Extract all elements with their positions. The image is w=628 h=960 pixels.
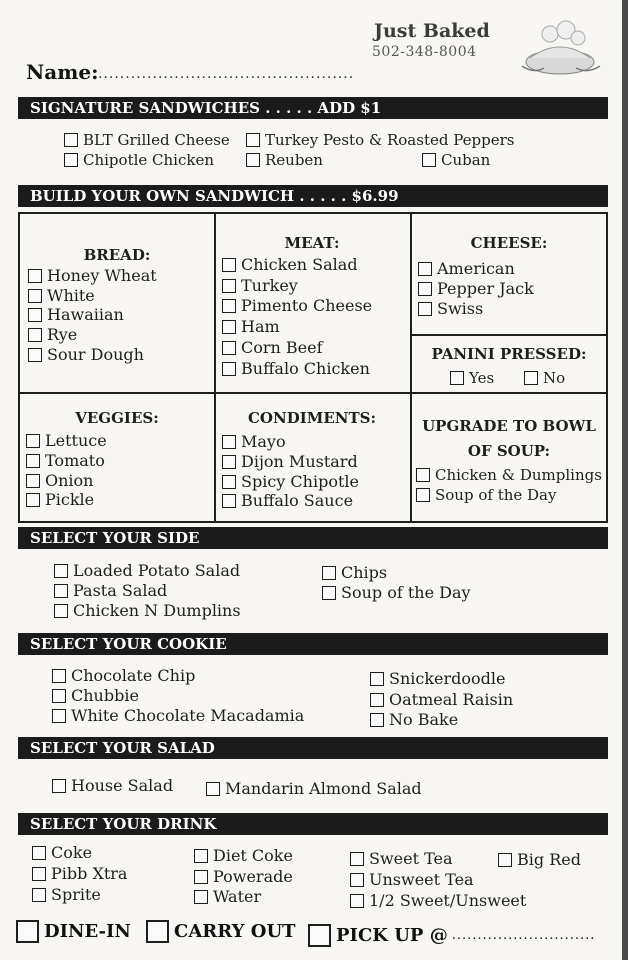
option-snickerdoodle[interactable]: Snickerdoodle [370, 669, 506, 688]
option-onion[interactable]: Onion [26, 471, 93, 490]
checkbox[interactable] [418, 282, 432, 296]
name-field[interactable]: ............................................... [98, 66, 355, 82]
checkbox[interactable] [28, 269, 42, 283]
option-hawaiian[interactable]: Hawaiian [28, 305, 124, 324]
cheese-label: CHEESE: [470, 234, 548, 252]
option-white-chocolate-macadamia[interactable]: White Chocolate Macadamia [52, 706, 304, 725]
checkbox[interactable] [222, 279, 236, 293]
option-buffalo-sauce[interactable]: Buffalo Sauce [222, 491, 353, 510]
checkbox[interactable] [246, 133, 260, 147]
checkbox[interactable] [524, 371, 538, 385]
divider [410, 334, 606, 336]
option-swiss[interactable]: Swiss [418, 299, 483, 318]
checkbox[interactable] [350, 873, 364, 887]
option-spicy-chipotle[interactable]: Spicy Chipotle [222, 472, 359, 491]
option-house-salad[interactable]: House Salad [52, 776, 173, 795]
checkbox[interactable] [32, 888, 46, 902]
option-loaded-potato-salad[interactable]: Loaded Potato Salad [54, 561, 240, 580]
option-cuban[interactable]: Cuban [422, 151, 490, 169]
option-half-sweet-unsweet[interactable]: 1/2 Sweet/Unsweet [350, 891, 526, 910]
option-corn-beef[interactable]: Corn Beef [222, 338, 323, 357]
condiments-label: CONDIMENTS: [247, 409, 377, 427]
checkbox[interactable] [146, 920, 169, 943]
option-sour-dough[interactable]: Sour Dough [28, 345, 144, 364]
divider [214, 214, 216, 521]
option-side-soup-of-the-day[interactable]: Soup of the Day [322, 583, 471, 602]
option-panini-no[interactable]: No [524, 369, 565, 387]
option-no-bake[interactable]: No Bake [370, 710, 458, 729]
soup-upgrade-label-2: OF SOUP: [467, 442, 551, 460]
option-chips[interactable]: Chips [322, 563, 387, 582]
option-blt-grilled-cheese[interactable]: BLT Grilled Cheese [64, 131, 230, 149]
option-pibb-xtra[interactable]: Pibb Xtra [32, 864, 127, 883]
checkbox[interactable] [418, 302, 432, 316]
checkbox[interactable] [222, 258, 236, 272]
checkbox[interactable] [370, 713, 384, 727]
bakery-logo-icon [514, 18, 606, 80]
option-sweet-tea[interactable]: Sweet Tea [350, 849, 453, 868]
option-buffalo-chicken[interactable]: Buffalo Chicken [222, 359, 370, 378]
checkbox[interactable] [26, 493, 40, 507]
checkbox[interactable] [32, 867, 46, 881]
checkbox[interactable] [416, 488, 430, 502]
option-american[interactable]: American [418, 259, 515, 278]
checkbox[interactable] [52, 779, 66, 793]
checkbox[interactable] [54, 604, 68, 618]
bread-label: BREAD: [83, 246, 151, 264]
checkbox[interactable] [28, 328, 42, 342]
checkbox[interactable] [416, 468, 430, 482]
checkbox[interactable] [52, 709, 66, 723]
checkbox[interactable] [498, 853, 512, 867]
checkbox[interactable] [322, 586, 336, 600]
option-dijon-mustard[interactable]: Dijon Mustard [222, 452, 358, 471]
option-unsweet-tea[interactable]: Unsweet Tea [350, 870, 474, 889]
checkbox[interactable] [26, 434, 40, 448]
option-chipotle-chicken[interactable]: Chipotle Chicken [64, 151, 214, 169]
checkbox[interactable] [26, 454, 40, 468]
salad-header: SELECT YOUR SALAD [18, 737, 608, 759]
checkbox[interactable] [64, 153, 78, 167]
checkbox[interactable] [194, 890, 208, 904]
divider [20, 392, 606, 394]
soup-upgrade-label-1: UPGRADE TO BOWL [422, 417, 596, 435]
checkbox[interactable] [246, 153, 260, 167]
checkbox[interactable] [28, 289, 42, 303]
build-your-own-header: BUILD YOUR OWN SANDWICH . . . . . $6.99 [18, 185, 608, 207]
option-powerade[interactable]: Powerade [194, 867, 293, 886]
option-pasta-salad[interactable]: Pasta Salad [54, 581, 167, 600]
option-sprite[interactable]: Sprite [32, 885, 101, 904]
checkbox[interactable] [222, 299, 236, 313]
phone-number: 502-348-8004 [372, 44, 477, 60]
option-coke[interactable]: Coke [32, 843, 92, 862]
checkbox[interactable] [206, 782, 220, 796]
checkbox[interactable] [52, 689, 66, 703]
checkbox[interactable] [28, 308, 42, 322]
option-white[interactable]: White [28, 286, 95, 305]
option-soup-of-the-day[interactable]: Soup of the Day [416, 486, 556, 504]
option-big-red[interactable]: Big Red [498, 850, 581, 869]
option-chicken-dumplings[interactable]: Chicken & Dumplings [416, 466, 602, 484]
option-chicken-n-dumplins[interactable]: Chicken N Dumplins [54, 601, 241, 620]
checkbox[interactable] [370, 693, 384, 707]
pickup-time-field[interactable]: ............................ [451, 928, 596, 943]
checkbox[interactable] [32, 846, 46, 860]
checkbox[interactable] [308, 924, 331, 947]
option-oatmeal-raisin[interactable]: Oatmeal Raisin [370, 690, 513, 709]
checkbox[interactable] [222, 475, 236, 489]
checkbox[interactable] [64, 133, 78, 147]
checkbox[interactable] [28, 348, 42, 362]
option-pick-up[interactable]: PICK UP @ ............................ [308, 924, 595, 947]
checkbox[interactable] [54, 564, 68, 578]
option-turkey[interactable]: Turkey [222, 276, 298, 295]
panini-label: PANINI PRESSED: [431, 345, 587, 363]
checkbox[interactable] [222, 362, 236, 376]
checkbox[interactable] [222, 435, 236, 449]
checkbox[interactable] [350, 852, 364, 866]
option-tomato[interactable]: Tomato [26, 451, 105, 470]
option-rye[interactable]: Rye [28, 325, 77, 344]
option-reuben[interactable]: Reuben [246, 151, 323, 169]
option-water[interactable]: Water [194, 887, 261, 906]
option-chubbie[interactable]: Chubbie [52, 686, 139, 705]
veggies-label: VEGGIES: [75, 409, 159, 427]
checkbox[interactable] [54, 584, 68, 598]
option-honey-wheat[interactable]: Honey Wheat [28, 266, 157, 285]
option-lettuce[interactable]: Lettuce [26, 431, 107, 450]
divider [410, 214, 412, 521]
option-diet-coke[interactable]: Diet Coke [194, 846, 293, 865]
brand-name: Just Baked [374, 20, 490, 42]
meat-label: MEAT: [284, 234, 340, 252]
option-mayo[interactable]: Mayo [222, 432, 286, 451]
option-panini-yes[interactable]: Yes [450, 369, 494, 387]
checkbox[interactable] [450, 371, 464, 385]
drink-header: SELECT YOUR DRINK [18, 813, 608, 835]
option-pimento-cheese[interactable]: Pimento Cheese [222, 296, 372, 315]
option-pickle[interactable]: Pickle [26, 490, 94, 509]
checkbox[interactable] [16, 920, 39, 943]
checkbox[interactable] [52, 669, 66, 683]
side-header: SELECT YOUR SIDE [18, 527, 608, 549]
checkbox[interactable] [194, 870, 208, 884]
checkbox[interactable] [350, 894, 364, 908]
checkbox[interactable] [322, 566, 336, 580]
option-dine-in[interactable]: DINE-IN [16, 920, 131, 943]
name-label: Name: [26, 60, 99, 84]
option-turkey-pesto[interactable]: Turkey Pesto & Roasted Peppers [246, 131, 514, 149]
option-ham[interactable]: Ham [222, 317, 280, 336]
checkbox[interactable] [370, 672, 384, 686]
signature-sandwiches-header: SIGNATURE SANDWICHES . . . . . ADD $1 [18, 97, 608, 119]
checkbox[interactable] [422, 153, 436, 167]
checkbox[interactable] [26, 474, 40, 488]
option-chicken-salad[interactable]: Chicken Salad [222, 255, 358, 274]
option-mandarin-almond-salad[interactable]: Mandarin Almond Salad [206, 779, 422, 798]
option-carry-out[interactable]: CARRY OUT [146, 920, 296, 943]
checkbox[interactable] [222, 455, 236, 469]
checkbox[interactable] [194, 849, 208, 863]
cookie-header: SELECT YOUR COOKIE [18, 633, 608, 655]
checkbox[interactable] [222, 494, 236, 508]
checkbox[interactable] [222, 320, 236, 334]
option-pepper-jack[interactable]: Pepper Jack [418, 279, 534, 298]
checkbox[interactable] [418, 262, 432, 276]
option-chocolate-chip[interactable]: Chocolate Chip [52, 666, 195, 685]
checkbox[interactable] [222, 341, 236, 355]
